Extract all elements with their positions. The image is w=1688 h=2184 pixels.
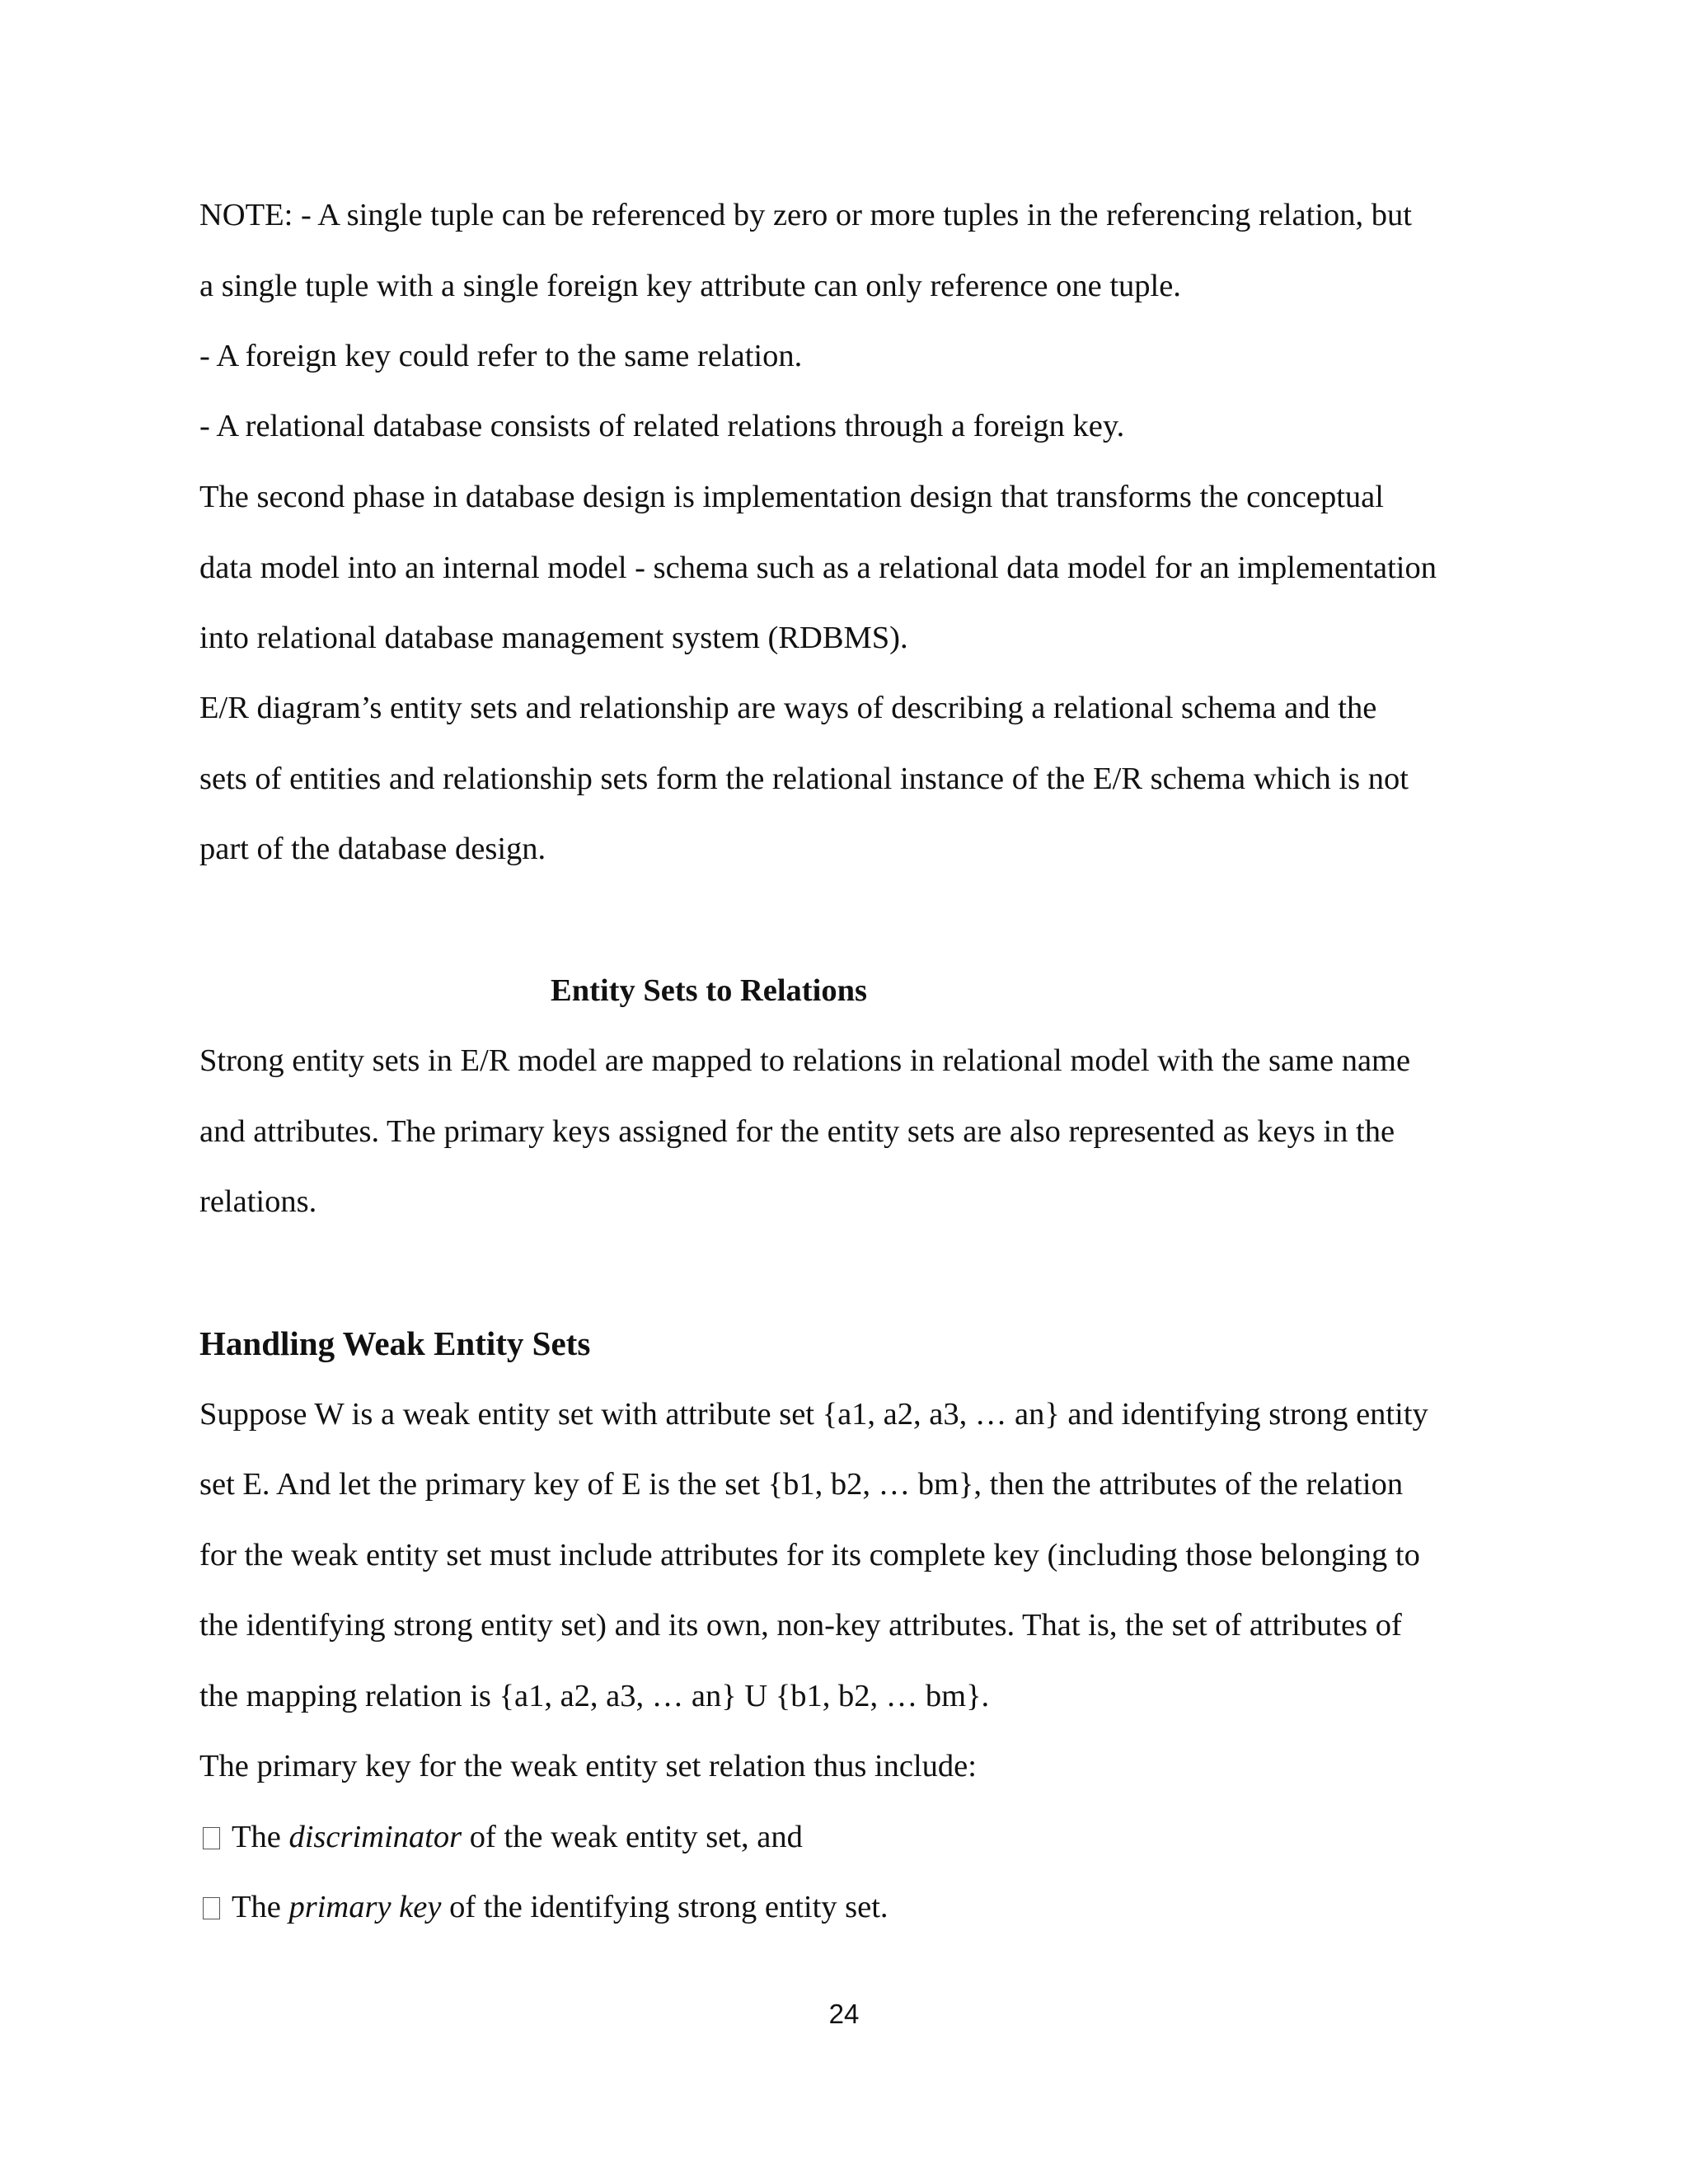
- weak-line-2: set E. And let the primary key of E is the set {b1, b2, … bm}, then the attributes of the relation: [199, 1467, 1404, 1502]
- section-heading-entity-sets: Entity Sets to Relations: [551, 973, 867, 1008]
- weak-line-1: Suppose W is a weak entity set with attribute set {a1, a2, a3, … an} and identifying strong entity: [199, 1397, 1428, 1432]
- bullet-box-icon: [203, 1827, 220, 1849]
- bullet-text-after: of the weak entity set, and: [462, 1820, 803, 1854]
- er-line-2: sets of entities and relationship sets form the relational instance of the E/R schema which is not: [199, 762, 1409, 796]
- bullet-emphasis: discriminator: [288, 1820, 462, 1854]
- entity-line-2: and attributes. The primary keys assigned for the entity sets are also represented as keys in the: [199, 1114, 1395, 1149]
- phase-line-2: data model into an internal model - schema such as a relational data model for an implementation: [199, 551, 1437, 585]
- weak-line-5: the mapping relation is {a1, a2, a3, … an} U {b1, b2, … bm}.: [199, 1679, 990, 1713]
- bullet-emphasis: primary key: [288, 1890, 442, 1924]
- er-line-3: part of the database design.: [199, 832, 546, 866]
- entity-line-1: Strong entity sets in E/R model are mapped to relations in relational model with the same name: [199, 1043, 1411, 1078]
- entity-line-3: relations.: [199, 1184, 317, 1219]
- phase-line-1: The second phase in database design is implementation design that transforms the conceptual: [199, 480, 1384, 514]
- weak-line-3: for the weak entity set must include attributes for its complete key (including those belonging to: [199, 1538, 1420, 1572]
- bullet-box-icon: [203, 1897, 220, 1919]
- bullet-text-before: The: [232, 1820, 289, 1854]
- bullet-item-primary-key: [199, 1886, 889, 1928]
- er-line-1: E/R diagram’s entity sets and relationship are ways of describing a relational schema and the: [199, 691, 1377, 725]
- note-line-2: a single tuple with a single foreign key attribute can only reference one tuple.: [199, 269, 1181, 303]
- note-line-1: NOTE: - A single tuple can be referenced by zero or more tuples in the referencing relation, but: [199, 198, 1412, 232]
- page-number: 24: [828, 1999, 860, 2029]
- section-heading-weak-entity: Handling Weak Entity Sets: [199, 1324, 591, 1362]
- bullet-text-after: of the identifying strong entity set.: [441, 1890, 889, 1924]
- note-line-3: - A foreign key could refer to the same relation.: [199, 339, 803, 373]
- weak-line-4: the identifying strong entity set) and its own, non-key attributes. That is, the set of attributes of: [199, 1608, 1402, 1643]
- bullet-text-before: The: [232, 1890, 289, 1924]
- note-line-4: - A relational database consists of related relations through a foreign key.: [199, 409, 1125, 443]
- weak-line-6: The primary key for the weak entity set relation thus include:: [199, 1749, 977, 1783]
- phase-line-3: into relational database management system (RDBMS).: [199, 621, 908, 655]
- bullet-item-discriminator: [199, 1816, 803, 1858]
